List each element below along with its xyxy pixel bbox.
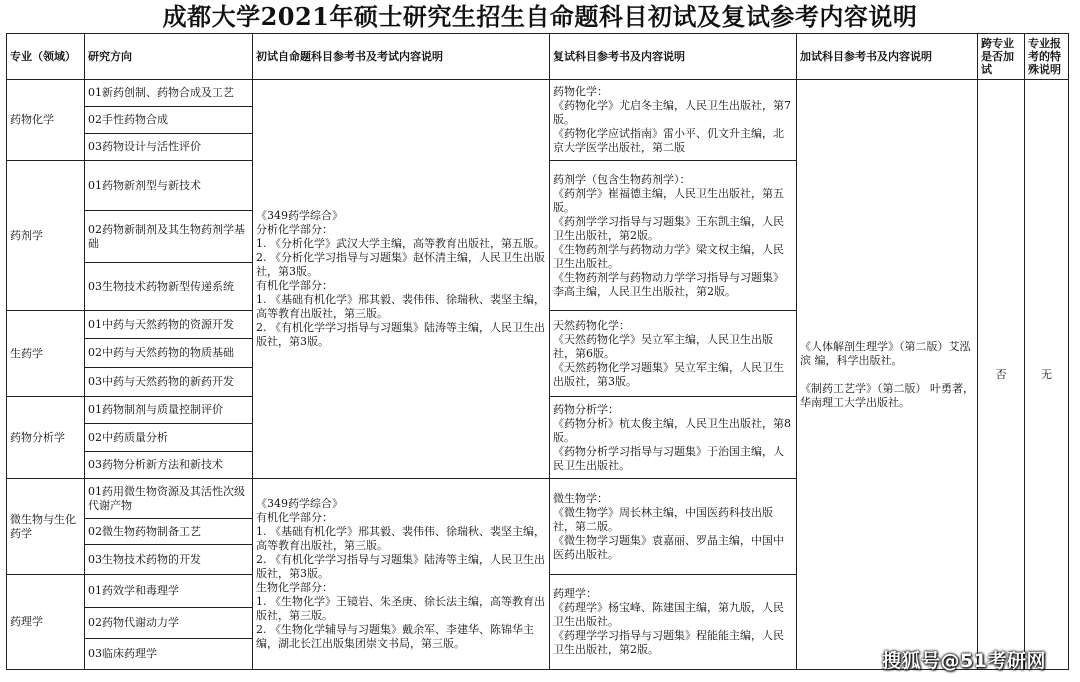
retest-content-cell: 药物化学： 《药物化学》尤启冬主编，人民卫生出版社，第7版。 《药物化学应试指南》雷小平、仉文升主编，北京大学医学出版社，第二版: [550, 80, 797, 161]
watermark-text: 搜狐号@51考研网: [882, 650, 1046, 672]
retest-content-cell: 微生物学： 《微生物学》周长林主编，中国医药科技出版社，第二版。 《微生物学习题集》袁嘉丽、罗晶主编，中国中医药出版社。: [550, 479, 797, 575]
header-cross: 跨专业是否加试: [978, 34, 1025, 80]
cross-cell: 否: [978, 80, 1025, 670]
major-cell: 药物分析学: [7, 397, 85, 479]
header-row: [7, 34, 1069, 80]
extra-content-cell: 《人体解剖生理学》（第二版）艾泓滨 编，科学出版社。 《制药工艺学》（第二版） 叶勇著，华南理工大学出版社。: [797, 80, 978, 670]
header-initial: 初试自命题科目参考书及考试内容说明: [253, 34, 550, 80]
retest-content-cell: 药剂学（包含生物药剂学）： 《药剂学》崔福德主编，人民卫生出版社，第五版。 《药剂学学习指导与习题集》王东凯主编，人民卫生出版社，第2版。 《生物药剂学与药物动力学》梁文权主编，人民卫生出版社。 《生物药剂学与药物动力学学习指导与习题集》李高主编，人民卫生出版社，第2版。: [550, 161, 797, 311]
direction-cell: 03生物技术药物的开发: [85, 545, 253, 575]
retest-content-cell: 药物分析学： 《药物分析》杭太俊主编，人民卫生出版社，第8版。 《药物分析学习指导与习题集》于治国主编，人民卫生出版社。: [550, 397, 797, 479]
retest-content-cell: 天然药物化学： 《天然药物化学》吴立军主编，人民卫生出版社，第6版。 《天然药物化学习题集》吴立军主编，人民卫生出版社，第3版。: [550, 311, 797, 397]
retest-content-cell: 药理学： 《药理学》杨宝峰、陈建国主编，第九版，人民卫生出版社。 《药理学学习指导与习题集》程能能主编，人民卫生出版社，第2版。: [550, 575, 797, 670]
page-title: 成都大学2021年硕士研究生招生自命题科目初试及复试参考内容说明: [162, 2, 918, 31]
major-cell: 药剂学: [7, 161, 85, 311]
direction-cell: 02手性药物合成: [85, 107, 253, 134]
header-special: 专业报考的特殊说明: [1025, 34, 1069, 80]
header-major: 专业（领域）: [7, 34, 85, 80]
initial-content-cell: 《349药学综合》 分析化学部分： 1. 《分析化学》武汉大学主编，高等教育出版社，第五版。 2. 《分析化学习指导与习题集》赵怀清主编，人民卫生出版社，第3版。 有机化学部分： 1. 《基础有机化学》邢其毅、裴伟伟、徐瑞秋、裴坚主编，高等教育出版社，第三版。 2. 《有机化学学习指导与习题集》陆涛等主编，人民卫生出版社，第3版。: [253, 80, 550, 479]
direction-cell: 03临床药理学: [85, 639, 253, 670]
header-direction: 研究方向: [85, 34, 253, 80]
direction-cell: 02中药质量分析: [85, 424, 253, 452]
direction-cell: 02药物新制剂及其生物药剂学基础: [85, 211, 253, 263]
direction-cell: 01新药创制、药物合成及工艺: [85, 80, 253, 107]
direction-cell: 01药物制剂与质量控制评价: [85, 397, 253, 424]
initial-content-cell: 《349药学综合》 有机化学部分： 1. 《基础有机化学》邢其毅、裴伟伟、徐瑞秋、裴坚主编，高等教育出版社，第三版。 2. 《有机化学学习指导与习题集》陆涛等主编，人民卫生出版社，第3版。 生物化学部分： 1. 《生物化学》王镜岩、朱圣庚、徐长法主编，高等教育出版社，第三版。 2. 《生物化学辅导与习题集》戴余军、李建华、陈锦华主编，湖北长江出版集团崇文书局，第三版。: [253, 479, 550, 670]
major-cell: 生药学: [7, 311, 85, 397]
direction-cell: 03生物技术药物新型传递系统: [85, 263, 253, 311]
major-cell: 药理学: [7, 575, 85, 670]
special-cell: 无: [1025, 80, 1069, 670]
direction-cell: 01药物新剂型与新技术: [85, 161, 253, 211]
header-extra: 加试科目参考书及内容说明: [797, 34, 978, 80]
direction-cell: 01中药与天然药物的资源开发: [85, 311, 253, 339]
direction-cell: 03中药与天然药物的新药开发: [85, 368, 253, 397]
major-cell: 药物化学: [7, 80, 85, 161]
direction-cell: 03药物分析新方法和新技术: [85, 452, 253, 479]
major-cell: 微生物与生化药学: [7, 479, 85, 575]
table-row: [7, 80, 1069, 107]
direction-cell: 02中药与天然药物的物质基础: [85, 339, 253, 368]
header-retest: 复试科目参考书及内容说明: [550, 34, 797, 80]
direction-cell: 01药效学和毒理学: [85, 575, 253, 608]
direction-cell: 03药物设计与活性评价: [85, 134, 253, 161]
direction-cell: 02药物代谢动力学: [85, 608, 253, 639]
direction-cell: 01药用微生物资源及其活性次级代谢产物: [85, 479, 253, 519]
reference-table: [6, 33, 1069, 670]
direction-cell: 02微生物药物制备工艺: [85, 519, 253, 545]
